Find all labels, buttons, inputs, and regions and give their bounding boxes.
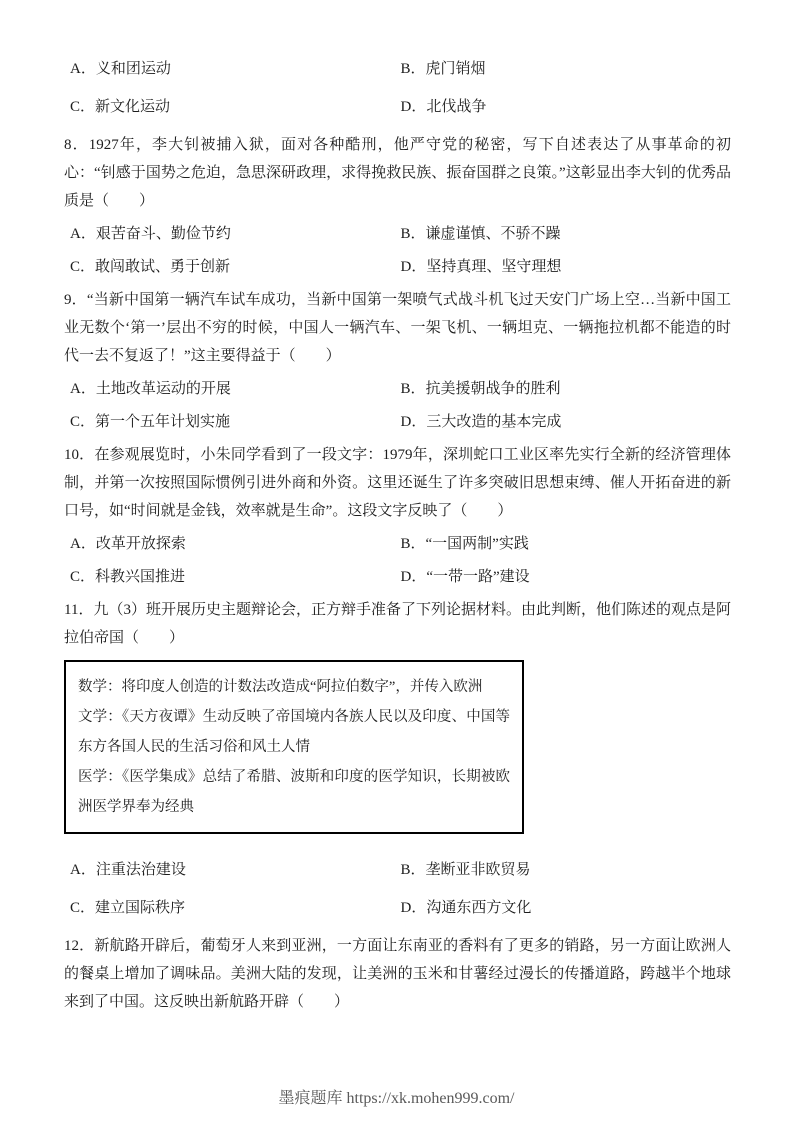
option-b: B．虎门销烟 — [400, 61, 486, 77]
evidence-math: 数学：将印度人创造的计数法改造成“阿拉伯数字”，并传入欧洲 — [78, 679, 483, 695]
question-7-options — [64, 55, 731, 121]
option-c: C．第一个五年计划实施 — [70, 414, 231, 430]
question-8 — [64, 131, 731, 281]
question-10 — [64, 441, 731, 591]
question-8-stem: 8．1927年，李大钊被捕入狱，面对各种酷刑，他严守党的秘密，写下自述表达了从事革命的初心：“钊感于国势之危迫，急思深研政理，求得挽救民族、振奋国群之良策。”这彰显出李大钊的优秀品质是（ ） — [64, 137, 731, 209]
question-10-stem: 10．在参观展览时，小朱同学看到了一段文字：1979年，深圳蛇口工业区率先实行全新的经济管理体制，并第一次按照国际惯例引进外商和外资。这里还诞生了许多突破旧思想束缚、催人开拓奋进的新口号，如“时间就是金钱，效率就是生命”。这段文字反映了（ ） — [64, 447, 731, 519]
option-c: C．建立国际秩序 — [70, 900, 186, 916]
option-row — [64, 563, 731, 591]
option-c: C．科教兴国推进 — [70, 569, 186, 585]
option-d: D．坚持真理、坚守理想 — [400, 259, 562, 275]
option-b: B．垄断亚非欧贸易 — [400, 862, 531, 878]
evidence-medicine: 医学：《医学集成》总结了希腊、波斯和印度的医学知识，长期被欧洲医学界奉为经典 — [78, 769, 510, 815]
option-row — [64, 55, 731, 83]
option-row — [64, 93, 731, 121]
footer-watermark: 墨痕题库 https://xk.mohen999.com/ — [278, 1090, 515, 1107]
option-row — [64, 253, 731, 281]
option-c: C．新文化运动 — [70, 99, 171, 115]
option-row — [64, 856, 731, 884]
option-a: A．土地改革运动的开展 — [70, 381, 231, 397]
option-d: D．“一带一路”建设 — [400, 569, 530, 585]
question-12 — [64, 932, 731, 1016]
option-a: A．注重法治建设 — [70, 862, 186, 878]
question-9 — [64, 286, 731, 436]
option-row — [64, 220, 731, 248]
question-9-stem: 9．“当新中国第一辆汽车试车成功，当新中国第一架喷气式战斗机飞过天安门广场上空…当新中国工业无数个‘第一’层出不穷的时候，中国人一辆汽车、一架飞机、一辆坦克、一辆拖拉机都不能造的时代一去不复返了！”这主要得益于（ ） — [64, 292, 731, 364]
option-row — [64, 530, 731, 558]
question-11 — [64, 596, 731, 922]
option-a: A．艰苦奋斗、勤俭节约 — [70, 226, 231, 242]
option-a: A．改革开放探索 — [70, 536, 186, 552]
evidence-literature: 文学：《天方夜谭》生动反映了帝国境内各族人民以及印度、中国等东方各国人民的生活习俗和风土人情 — [78, 709, 510, 755]
option-b: B．抗美援朝战争的胜利 — [400, 381, 561, 397]
option-d: D．三大改造的基本完成 — [400, 414, 562, 430]
option-b: B．“一国两制”实践 — [400, 536, 529, 552]
option-a: A．义和团运动 — [70, 61, 171, 77]
option-d: D．沟通东西方文化 — [400, 900, 532, 916]
option-row — [64, 894, 731, 922]
question-11-stem: 11．九（3）班开展历史主题辩论会，正方辩手准备了下列论据材料。由此判断，他们陈述的观点是阿拉伯帝国（ ） — [64, 602, 731, 646]
option-c: C．敢闯敢试、勇于创新 — [70, 259, 231, 275]
option-d: D．北伐战争 — [400, 99, 487, 115]
option-row — [64, 408, 731, 436]
option-row — [64, 375, 731, 403]
evidence-box — [64, 660, 524, 834]
option-b: B．谦虚谨慎、不骄不躁 — [400, 226, 561, 242]
question-12-stem: 12．新航路开辟后，葡萄牙人来到亚洲，一方面让东南亚的香料有了更多的销路，另一方面让欧洲人的餐桌上增加了调味品。美洲大陆的发现，让美洲的玉米和甘薯经过漫长的传播道路，跨越半个地球来到了中国。这反映出新航路开辟（ ） — [64, 938, 731, 1010]
